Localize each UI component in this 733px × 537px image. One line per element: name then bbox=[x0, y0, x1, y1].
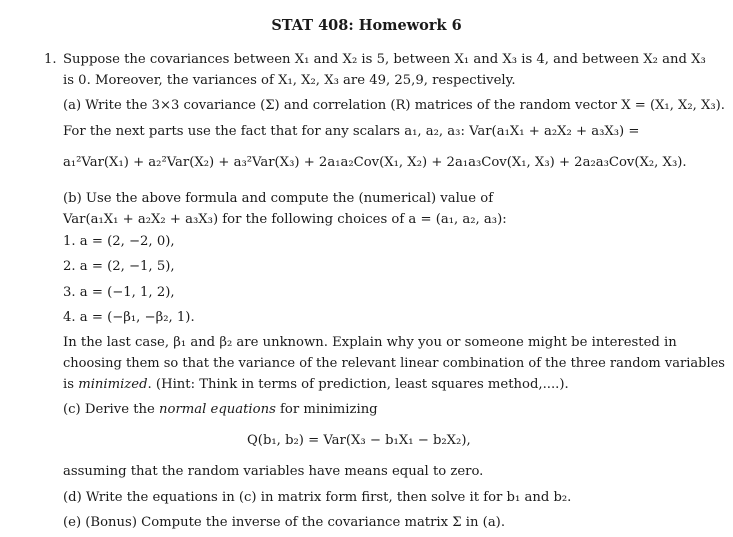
part-c-text bbox=[63, 402, 378, 418]
last-case-3-suffix: . (Hint: Think in terms of prediction, least squares method,....). bbox=[147, 377, 569, 392]
intro-line-2: is 0. Moreover, the variances of X₁, X₂, X₃ are 49, 25,9, respectively. bbox=[63, 73, 516, 88]
intro-line-1: Suppose the covariances between X₁ and X₂ is 5, between X₁ and X₃ is 4, and between X₂ and X₃ bbox=[63, 52, 706, 67]
page-title: STAT 408: Homework 6 bbox=[271, 17, 462, 34]
last-case-line-3 bbox=[63, 377, 569, 393]
last-case-line-2: choosing them so that the variance of the relevant linear combination of the three random variables bbox=[63, 356, 725, 371]
part-c-prefix: (c) Derive the bbox=[63, 402, 160, 417]
problem-number: 1. bbox=[44, 52, 57, 67]
part-c-emphasis: normal equations bbox=[159, 402, 276, 417]
last-case-line-1: In the last case, β₁ and β₂ are unknown. Explain why you or someone might be interested in bbox=[63, 335, 677, 350]
assuming-line: assuming that the random variables have means equal to zero. bbox=[63, 464, 484, 479]
part-a-text: (a) Write the 3×3 covariance (Σ) and correlation (R) matrices of the random vector X = (X₁, X₂, X₃). bbox=[63, 98, 725, 113]
fact-line-2: a₁²Var(X₁) + a₂²Var(X₂) + a₃²Var(X₃) + 2a₁a₂Cov(X₁, X₂) + 2a₁a₃Cov(X₁, X₃) + 2a₂a₃Cov(X₂, X₃). bbox=[63, 155, 687, 170]
last-case-3-emphasis: minimized bbox=[78, 377, 148, 392]
choice-item-3: 3. a = (−1, 1, 2), bbox=[63, 285, 175, 300]
display-equation: Q(b₁, b₂) = Var(X₃ − b₁X₁ − b₂X₂), bbox=[247, 433, 471, 448]
choice-item-2: 2. a = (2, −1, 5), bbox=[63, 259, 175, 274]
part-b-line-1: (b) Use the above formula and compute the (numerical) value of bbox=[63, 191, 494, 206]
choice-item-4: 4. a = (−β₁, −β₂, 1). bbox=[63, 310, 195, 325]
part-e-text: (e) (Bonus) Compute the inverse of the covariance matrix Σ in (a). bbox=[63, 515, 506, 530]
fact-line-1: For the next parts use the fact that for any scalars a₁, a₂, a₃: Var(a₁X₁ + a₂X₂ + a₃X₃) = bbox=[63, 124, 640, 139]
choice-item-1: 1. a = (2, −2, 0), bbox=[63, 234, 175, 249]
part-b-line-2: Var(a₁X₁ + a₂X₂ + a₃X₃) for the following choices of a = (a₁, a₂, a₃): bbox=[63, 212, 507, 227]
last-case-3-prefix: is bbox=[63, 377, 79, 392]
part-d-text: (d) Write the equations in (c) in matrix form first, then solve it for b₁ and b₂. bbox=[63, 490, 572, 505]
part-c-suffix: for minimizing bbox=[275, 402, 378, 417]
